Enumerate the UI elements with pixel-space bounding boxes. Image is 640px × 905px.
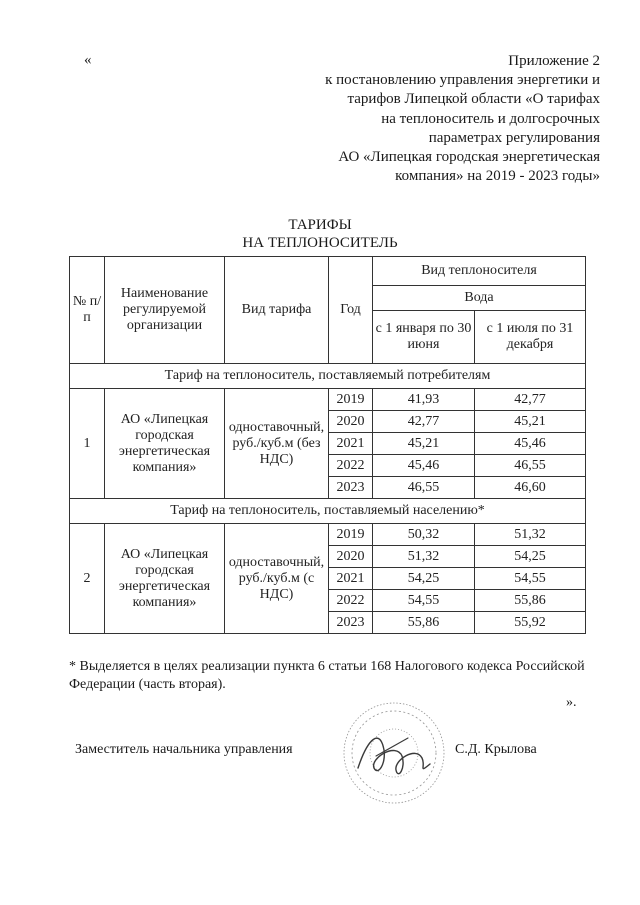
document-title xyxy=(0,216,640,252)
title-line-1: ТАРИФЫ xyxy=(288,217,352,233)
value-h2: 55,92 xyxy=(475,612,586,634)
signatory-title: Заместитель начальника управления xyxy=(75,742,293,757)
year-cell: 2020 xyxy=(329,411,373,433)
col-header-period-2: с 1 июля по 31 декабря xyxy=(475,311,586,364)
col-header-org: Наименование регулируемой организации xyxy=(105,257,225,364)
stamp-signature-icon xyxy=(338,698,450,808)
appendix-line: к постановлению управления энергетики и xyxy=(325,72,600,89)
value-h2: 55,86 xyxy=(475,590,586,612)
year-cell: 2019 xyxy=(329,524,373,546)
value-h2: 42,77 xyxy=(475,389,586,411)
value-h1: 51,32 xyxy=(373,546,475,568)
section-title: Тариф на теплоноситель, поставляемый потребителям xyxy=(70,364,586,389)
value-h1: 54,55 xyxy=(373,590,475,612)
closing-quote: ». xyxy=(566,695,577,710)
appendix-line: Приложение 2 xyxy=(508,53,600,69)
signatory-name: С.Д. Крылова xyxy=(455,742,537,757)
org-name: АО «Липецкая городская энергетическая компания» xyxy=(105,524,225,634)
year-cell: 2023 xyxy=(329,477,373,499)
year-cell: 2021 xyxy=(329,568,373,590)
year-cell: 2019 xyxy=(329,389,373,411)
col-header-period-1: с 1 января по 30 июня xyxy=(373,311,475,364)
tariff-type: одноставочный, руб./куб.м (с НДС) xyxy=(225,524,329,634)
appendix-line: на теплоноситель и долгосрочных xyxy=(381,110,600,127)
value-h1: 54,25 xyxy=(373,568,475,590)
value-h2: 51,32 xyxy=(475,524,586,546)
year-cell: 2020 xyxy=(329,546,373,568)
tariff-table xyxy=(69,256,586,634)
year-cell: 2023 xyxy=(329,612,373,634)
appendix-line: параметрах регулирования xyxy=(428,129,600,146)
table-row xyxy=(70,389,586,411)
footnote: * Выделяется в целях реализации пункта 6 статьи 168 Налогового кодекса Российской Федерации (часть вторая). xyxy=(69,659,585,692)
value-h2: 54,25 xyxy=(475,546,586,568)
col-header-year: Год xyxy=(329,257,373,364)
value-h2: 45,21 xyxy=(475,411,586,433)
value-h2: 46,60 xyxy=(475,477,586,499)
title-line-2: НА ТЕПЛОНОСИТЕЛЬ xyxy=(242,235,398,251)
row-num: 2 xyxy=(70,524,105,634)
tariff-type: одноставочный, руб./куб.м (без НДС) xyxy=(225,389,329,499)
col-header-num: № п/п xyxy=(70,257,105,364)
table-row xyxy=(70,524,586,546)
year-cell: 2021 xyxy=(329,433,373,455)
value-h2: 54,55 xyxy=(475,568,586,590)
col-header-tariff-type: Вид тарифа xyxy=(225,257,329,364)
year-cell: 2022 xyxy=(329,590,373,612)
appendix-line: АО «Липецкая городская энергетическая xyxy=(338,149,600,166)
org-name: АО «Липецкая городская энергетическая компания» xyxy=(105,389,225,499)
col-header-carrier: Вид теплоносителя xyxy=(373,257,586,286)
opening-quote: « xyxy=(84,52,92,68)
year-cell: 2022 xyxy=(329,455,373,477)
col-header-water: Вода xyxy=(373,286,586,311)
value-h1: 41,93 xyxy=(373,389,475,411)
appendix-line: тарифов Липецкой области «О тарифах xyxy=(347,91,600,108)
value-h1: 46,55 xyxy=(373,477,475,499)
appendix-header xyxy=(180,52,600,186)
value-h1: 55,86 xyxy=(373,612,475,634)
section-title: Тариф на теплоноситель, поставляемый населению* xyxy=(70,499,586,524)
value-h1: 50,32 xyxy=(373,524,475,546)
value-h2: 45,46 xyxy=(475,433,586,455)
value-h1: 45,46 xyxy=(373,455,475,477)
appendix-line: компания» на 2019 - 2023 годы» xyxy=(395,168,600,185)
value-h1: 42,77 xyxy=(373,411,475,433)
value-h2: 46,55 xyxy=(475,455,586,477)
row-num: 1 xyxy=(70,389,105,499)
value-h1: 45,21 xyxy=(373,433,475,455)
